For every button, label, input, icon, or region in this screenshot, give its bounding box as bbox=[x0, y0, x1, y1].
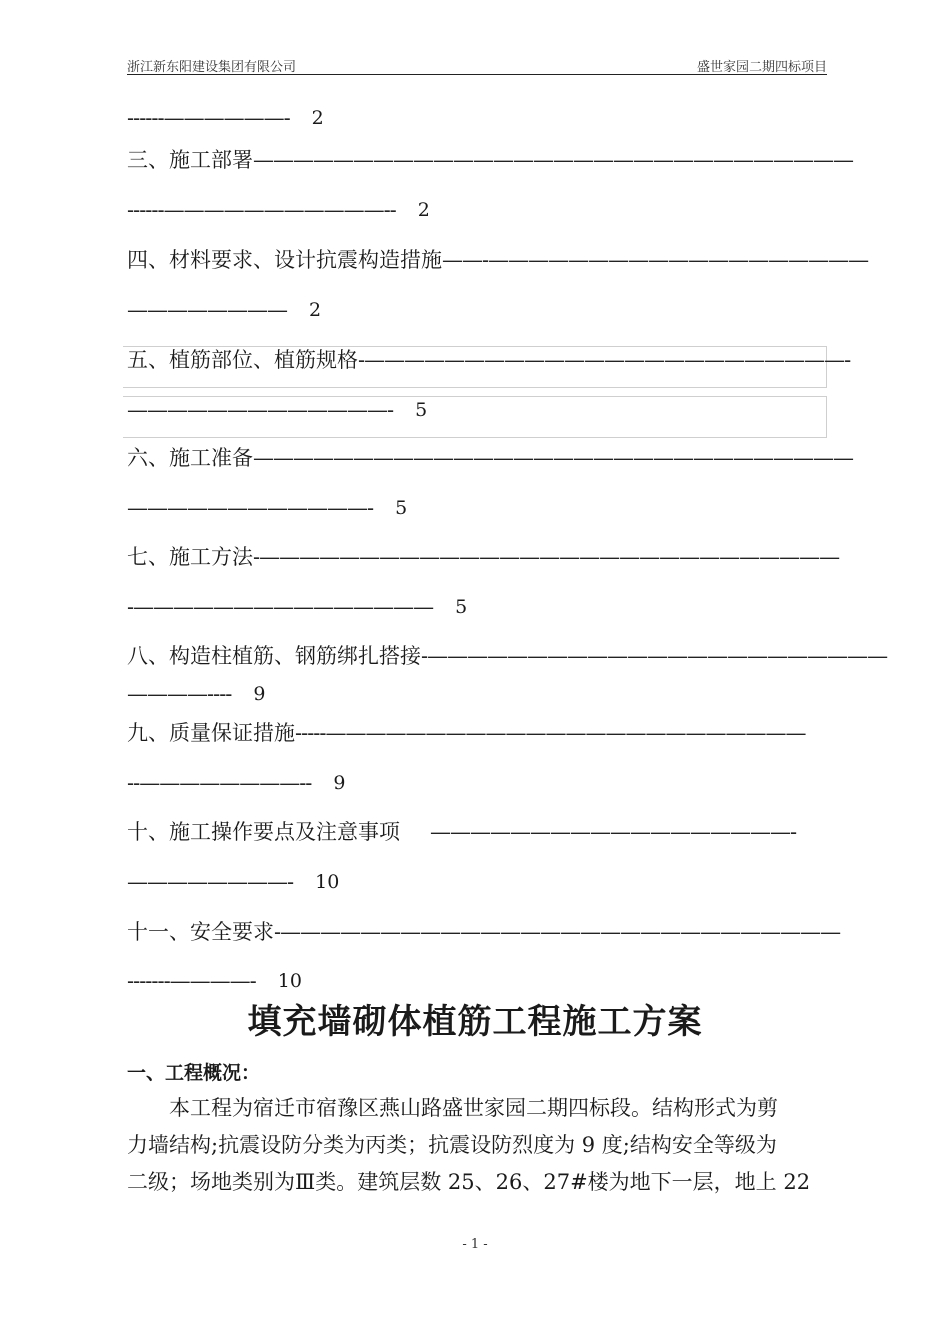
toc-entry-7-cont[interactable]: -——————————————— 5 bbox=[127, 595, 468, 619]
toc-entry-5-cont[interactable]: —————————————- 5 bbox=[127, 398, 428, 422]
toc-entry-3[interactable]: 三、施工部署—————————————————————————————— bbox=[127, 148, 853, 172]
toc-entry-10-cont[interactable]: ————————- 10 bbox=[127, 870, 340, 894]
header-project: 盛世家园二期四标项目 bbox=[696, 60, 827, 75]
paragraph-line: 本工程为宿迁市宿豫区燕山路盛世家园二期四标段。结构形式为剪 bbox=[127, 1096, 778, 1120]
toc-entry-cont[interactable]: ------——————- 2 bbox=[127, 106, 324, 130]
page-number: - 1 - bbox=[462, 1237, 488, 1252]
toc-entry-8[interactable]: 八、构造柱植筋、钢筋绑扎搭接-——————————————————————— bbox=[127, 644, 888, 668]
toc-entry-7[interactable]: 七、施工方法-————————————————————————————— bbox=[127, 545, 840, 569]
toc-entry-6-cont[interactable]: ————————————- 5 bbox=[127, 496, 408, 520]
toc-entry-9[interactable]: 九、质量保证措施-----———————————————————————— bbox=[127, 721, 806, 745]
toc-entry-5[interactable]: 五、植筋部位、植筋规格-————————————————————————- bbox=[127, 348, 851, 372]
document-title: 填充墙砌体植筋工程施工方案 bbox=[247, 1002, 703, 1042]
toc-entry-4-cont[interactable]: ———————— 2 bbox=[127, 298, 322, 322]
toc-entry-3-cont[interactable]: ------———————————-- 2 bbox=[127, 198, 430, 222]
section-title-overview: 一、工程概况： bbox=[127, 1062, 261, 1084]
toc-entry-10[interactable]: 十、施工操作要点及注意事项 ——————————————————- bbox=[127, 820, 797, 844]
toc-entry-4[interactable]: 四、材料要求、设计抗震构造措施——-——————————————————— bbox=[127, 248, 869, 272]
toc-entry-11[interactable]: 十一、安全要求-———————————————————————————— bbox=[127, 920, 841, 944]
toc-entry-11-cont[interactable]: -------————- 10 bbox=[127, 969, 302, 993]
header-company: 浙江新东阳建设集团有限公司 bbox=[127, 60, 297, 75]
toc-entry-8-cont[interactable]: ————---- 9 bbox=[127, 682, 266, 706]
toc-entry-9-cont[interactable]: --————————-- 9 bbox=[127, 771, 346, 795]
page-header bbox=[127, 56, 827, 75]
toc-entry-6[interactable]: 六、施工准备—————————————————————————————— bbox=[127, 446, 853, 470]
paragraph-line: 力墙结构;抗震设防分类为丙类；抗震设防烈度为 9 度;结构安全等级为 bbox=[127, 1133, 777, 1157]
paragraph-line: 二级；场地类别为Ⅲ类。建筑层数 25、26、27#楼为地下一层，地上 22 bbox=[127, 1170, 811, 1194]
